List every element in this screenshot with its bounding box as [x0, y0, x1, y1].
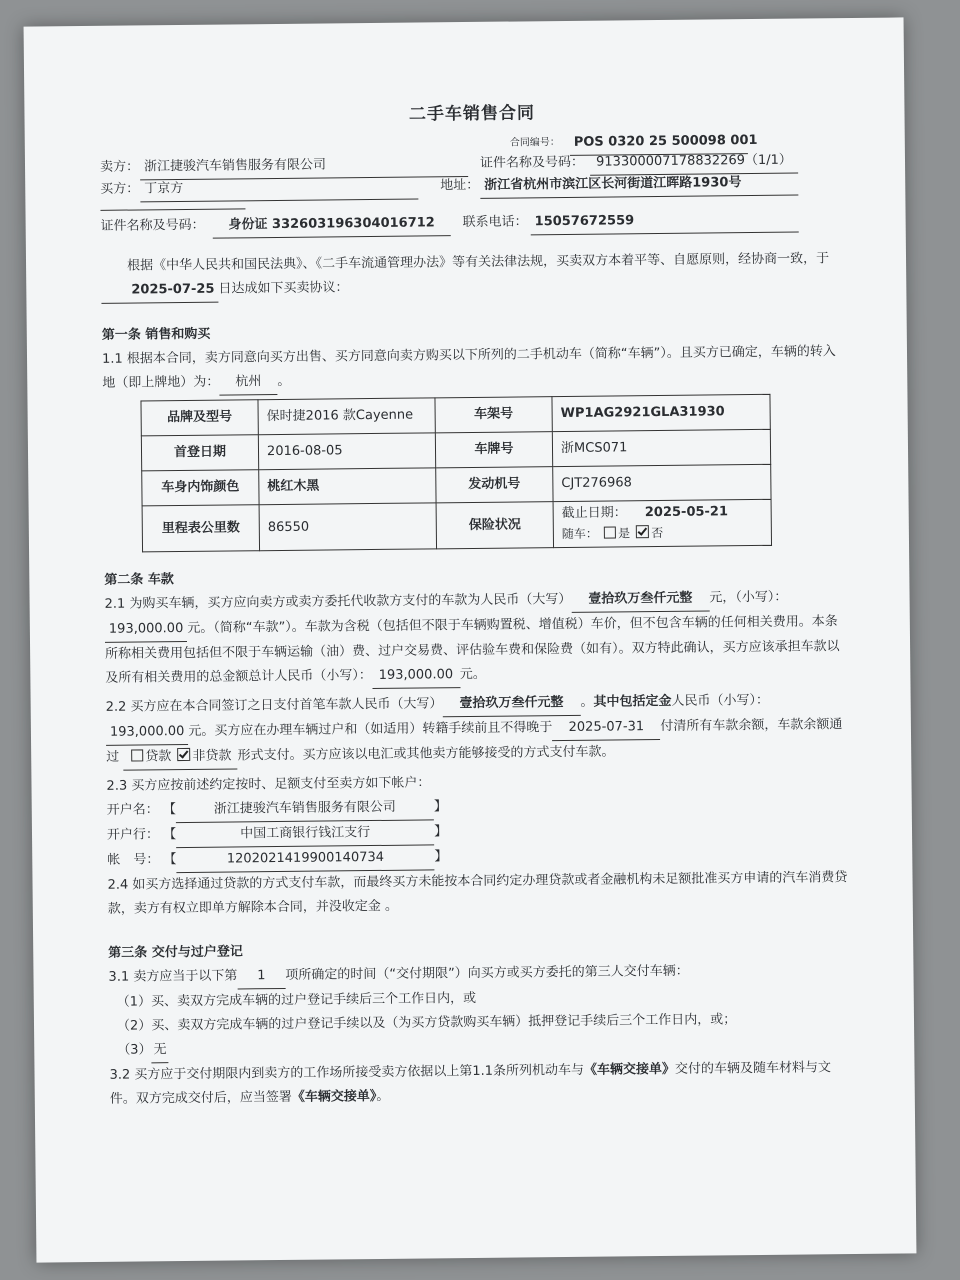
insurance-follow-label: 随车：	[561, 526, 598, 542]
seller-id-label: 证件名称及号码：	[479, 154, 585, 171]
seller-value: 浙江捷骏汽车销售服务有限公司	[140, 152, 468, 180]
article-2-2-text-b: 。	[580, 694, 594, 710]
account-number-row: 帐 号： 【 1202021419900140734 】	[107, 841, 852, 874]
article-2-2-text-c: 人民币（小写）：	[671, 692, 770, 709]
article-2-title: 第二条 车款	[104, 572, 174, 588]
account-bank-label: 开户行：	[106, 827, 160, 843]
delivery-option-2: （2）买、卖双方完成车辆的过户登记手续以及（为买方贷款购买车辆）抵押登记手续后三个工作日内，或；	[116, 1012, 737, 1034]
article-2-2-text-d: 元。买方应在办理车辆过户和（如适用）转籍手续前且不得晚于	[188, 720, 553, 739]
mileage-label: 里程表公里数	[142, 505, 259, 552]
article-2-1	[104, 585, 850, 692]
color-label: 车身内饰颜色	[142, 470, 259, 506]
vin-label: 车架号	[435, 397, 552, 433]
handover-form-ref-2: 《车辆交接单》	[291, 1089, 377, 1105]
handover-form-ref-1: 《车辆交接单》	[583, 1061, 676, 1078]
insurance-cell	[553, 499, 771, 547]
deposit-bold-label: 其中包括定金	[593, 693, 672, 710]
plate-label: 车牌号	[435, 432, 552, 468]
insurance-date-value: 2025-05-21	[644, 504, 729, 521]
buyer-id-label: 证件名称及号码：	[100, 217, 205, 234]
article-1-1	[102, 340, 847, 397]
insurance-no-checkbox[interactable]	[636, 525, 649, 538]
article-3-1-end: 项所确定的时间（“交付期限”）向买方或买方委托的第三人交付车辆：	[285, 963, 689, 983]
article-1-1-end: 。	[277, 373, 291, 390]
insurance-yes-label: 是	[617, 526, 631, 541]
phone-value: 15057672559	[531, 208, 799, 236]
address-value: 浙江省杭州市滨江区长河街道江晖路1930号	[480, 171, 798, 199]
engine-value: CJT276968	[553, 464, 771, 501]
insurance-yes-checkbox[interactable]	[604, 526, 616, 538]
article-3-1-text: 3.1 卖方应当于以下第	[108, 968, 238, 985]
contract-number-label: 合同编号：	[509, 137, 560, 149]
intro-text: 根据《中华人民共和国民法典》、《二手车流通管理办法》等有关法律法规，买卖双方本着平等、自愿原则，经协商一致，于	[126, 251, 830, 274]
article-2-2-end: 形式支付。买方应该以电汇或其他卖方能够接受的方式支付车款。	[237, 744, 615, 764]
article-2-4: 2.4 如买方选择通过贷款的方式支付车款，而最终买方未能按本合同约定办理贷款或者金融机构未足额批准买方申请的汽车消费贷款，卖方有权立即单方解除本合同，并没收定金 。	[107, 870, 848, 917]
buyer-value: 丁京方	[140, 175, 418, 203]
article-2-2	[106, 688, 852, 771]
buyer-label: 买方：	[100, 181, 140, 197]
no-loan-checkbox[interactable]	[177, 748, 190, 761]
table-row	[142, 499, 771, 552]
delivery-option-1: （1）买、卖双方完成车辆的过户登记手续后三个工作日内，或	[116, 990, 477, 1010]
engine-label: 发动机号	[436, 467, 553, 503]
mileage-value: 86550	[259, 503, 436, 551]
insurance-label: 保险状况	[436, 502, 553, 549]
contract-paper	[24, 17, 917, 1262]
account-name-value: 浙江捷骏汽车销售服务有限公司	[176, 795, 434, 823]
deposit-amount: 193,000.00	[106, 720, 189, 746]
article-3-2	[109, 1056, 854, 1112]
contract-body	[99, 98, 854, 1112]
article-3-2-text-b: 交付的车辆及随车材料与文件。双方完成交付后，应当签署	[109, 1060, 832, 1107]
buyer-id-row	[101, 207, 846, 237]
article-2-1-end: 元。	[459, 666, 486, 683]
article-2-3: 2.3 买方应按前述约定按时、足额支付至卖方如下帐户：	[106, 775, 431, 794]
color-value: 桃红木黑	[259, 468, 436, 505]
brand-value: 保时捷2016 款Cayenne	[258, 398, 435, 435]
article-2-1-text-b: 元，（小写）：	[709, 589, 788, 606]
total-amount: 193,000.00	[372, 663, 460, 689]
vehicle-table	[140, 394, 772, 553]
destination-city: 杭州	[219, 370, 277, 396]
insurance-no-label: 否	[651, 525, 664, 541]
brand-label: 品牌及型号	[141, 400, 258, 436]
first-payment-chinese: 壹拾玖万叁仟元整	[442, 691, 580, 717]
contract-number-value: POS 0320 25 500098 001	[570, 129, 748, 156]
article-2-2-text: 2.2 买方应在本合同签订之日支付首笔车款人民币（大写）	[105, 696, 443, 715]
loan-label: 贷款	[145, 749, 172, 765]
reg-date-label: 首登日期	[141, 435, 258, 471]
seller-id-value: 913300007178832269（1/1）	[590, 149, 798, 176]
phone-label: 联系电话：	[462, 214, 528, 231]
payment-deadline: 2025-07-31	[552, 715, 660, 741]
seller-label: 卖方：	[99, 159, 140, 175]
vin-value: WP1AG2921GLA31930	[552, 394, 770, 431]
payment-method	[123, 744, 237, 770]
account-number-label: 帐 号：	[107, 852, 160, 868]
page-title: 二手车销售合同	[408, 103, 536, 125]
article-3-2-end: 。	[376, 1088, 390, 1105]
address-label: 地址：	[440, 177, 480, 194]
article-1-title: 第一条 销售和购买	[101, 326, 211, 343]
account-name-label: 开户名：	[106, 802, 159, 818]
delivery-option-3-label: （3）	[117, 1042, 152, 1058]
account-name-row: 开户名： 【 浙江捷骏汽车销售服务有限公司 】	[107, 791, 852, 824]
article-3-2-text: 3.2 买方应于交付期限内到卖方的工作场所接受卖方依据以上第1.1条所列机动车与	[109, 1062, 585, 1083]
intro-paragraph	[101, 247, 846, 304]
account-bank-value: 中国工商银行钱江支行	[176, 820, 434, 848]
article-2-2-text-e: 付清所有车款余额，车款余额通过	[106, 717, 843, 765]
article-3-title: 第三条 交付与过户登记	[108, 944, 243, 961]
no-loan-label: 非贷款	[192, 748, 232, 764]
article-1-1-text: 1.1 根据本合同，卖方同意向买方出售、买方同意向卖方购买以下所列的二手机动车（简称“车辆”）。且买方已确定，车辆的转入地（即上牌地）为：	[101, 344, 836, 391]
price-numeric: 193,000.00	[105, 617, 188, 643]
plate-value: 浙MCS071	[552, 429, 770, 466]
delivery-item-number: 1	[237, 964, 285, 990]
intro-date: 2025-07-25	[101, 278, 218, 304]
price-chinese: 壹拾玖万叁仟元整	[571, 586, 709, 612]
delivery-option-3-value: 无	[151, 1038, 168, 1063]
article-2-1-text-c: 元。（简称“车款”）。车款为含税（包括但不限于车辆购置税、增值税）车价，但不包含车辆的任何相关费用。本条所称相关费用包括但不限于车辆运输（油）费、过户交易费、评估验车费和保险费（如有）。双方特此确认，买方应该承担车款以及所有相关费用的总金额总计人民币（小写）：	[105, 614, 840, 686]
account-bank-row: 开户行： 【 中国工商银行钱江支行 】	[107, 816, 852, 849]
article-2-1-text: 2.1 为购买车辆，买方应向卖方或卖方委托代收款方支付的车款为人民币（大写）	[104, 591, 572, 612]
account-number-value: 1202021419900140734	[176, 845, 434, 873]
insurance-date-label: 截止日期：	[561, 505, 627, 522]
reg-date-value: 2016-08-05	[258, 433, 435, 470]
buyer-id-value: 身份证 332603196304016712	[213, 211, 451, 238]
intro-text-end: 日达成如下买卖协议：	[218, 280, 349, 297]
loan-checkbox[interactable]	[131, 749, 143, 761]
